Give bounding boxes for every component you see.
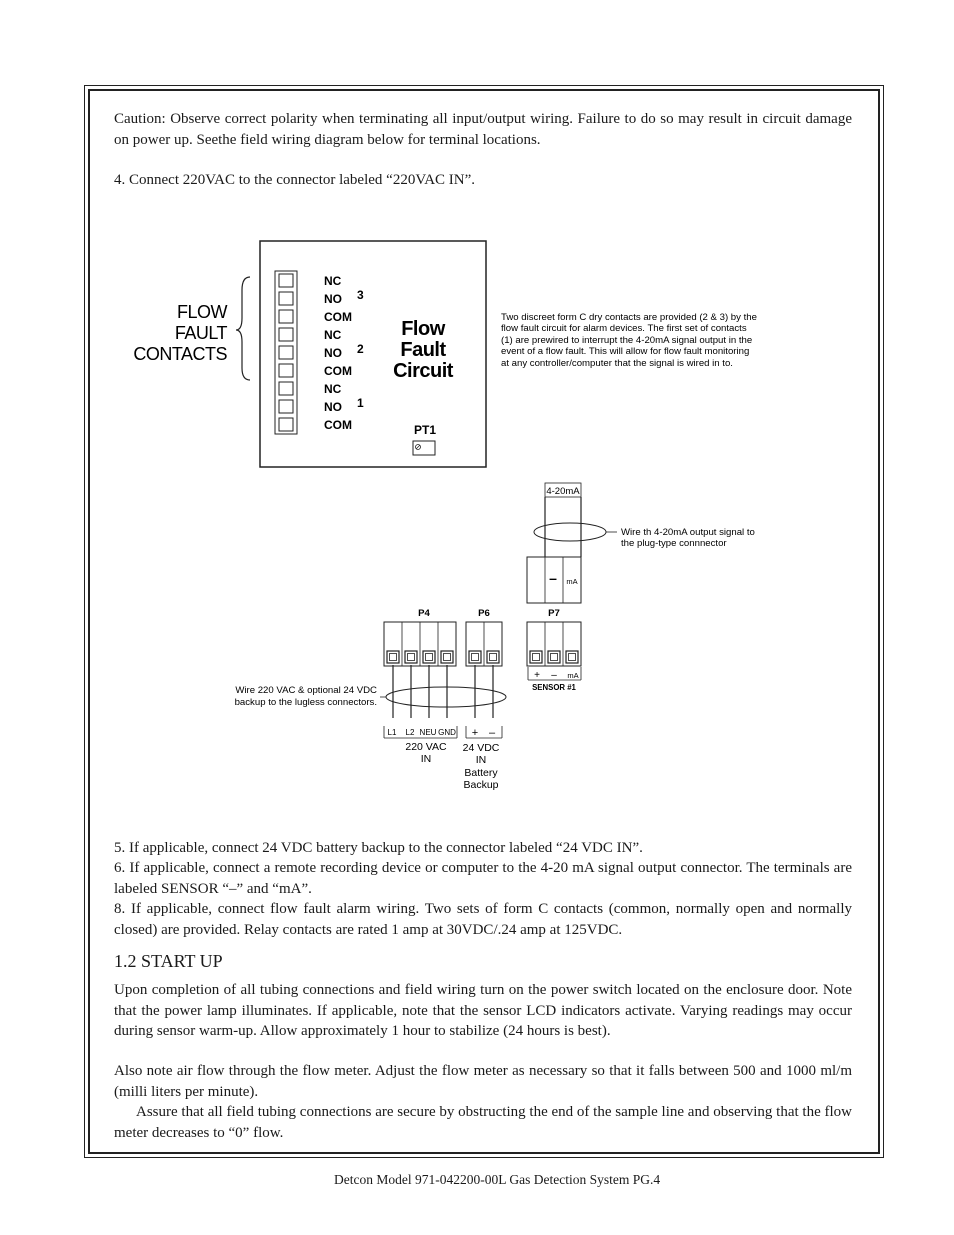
terminal-l1: L1	[387, 728, 397, 737]
terminal-box	[279, 328, 293, 341]
p7-ma-label: mA	[567, 671, 579, 680]
p7-connector	[527, 622, 581, 666]
p6-label: P6	[478, 608, 490, 619]
screw-terminal	[387, 651, 399, 663]
terminal-label: COM	[324, 364, 352, 378]
startup-paragraph-2: Also note air flow through the flow meter. Adjust the flow meter as necessary so that it falls between 500 and 1000 ml/m (milli liters per minute).	[114, 1063, 852, 1100]
terminal-box	[279, 364, 293, 377]
screw-terminal	[469, 651, 481, 663]
plug-ma-label: mA	[566, 577, 578, 586]
vdc-label-line3: Battery	[464, 767, 498, 779]
ma-tag-label: 4-20mA	[546, 486, 580, 497]
vac-label-line2: IN	[420, 753, 432, 765]
p6-connector	[466, 622, 502, 666]
screw-terminal	[530, 651, 542, 663]
p4-label: P4	[418, 608, 430, 619]
terminal-box	[279, 292, 293, 305]
ac-wire-bundle	[386, 687, 506, 707]
ma-note-line1: Wire th 4-20mA output signal to	[621, 527, 755, 538]
terminal-label: NO	[324, 292, 342, 306]
flow-label-line3: CONTACTS	[133, 344, 227, 364]
p7-plus-label: +	[534, 670, 540, 681]
screw-terminal	[405, 651, 417, 663]
terminal-gnd: GND	[438, 728, 456, 737]
terminal-box	[279, 346, 293, 359]
dc-minus-label: –	[488, 727, 496, 739]
screw-terminal	[423, 651, 435, 663]
terminal-label: NO	[324, 400, 342, 414]
terminal-label: NC	[324, 274, 342, 288]
sensor-label: SENSOR #1	[532, 683, 576, 692]
terminal-neu: NEU	[419, 728, 437, 737]
ac-note-line1: Wire 220 VAC & optional 24 VDC	[235, 685, 377, 696]
step-4: 4. Connect 220VAC to the connector labeled “220VAC IN”.	[114, 172, 476, 188]
terminal-label: NO	[324, 346, 342, 360]
ac-note-line2: backup to the lugless connectors.	[234, 697, 377, 708]
terminal-box	[279, 400, 293, 413]
svg-text:event of a flow fault. This wi: event of a flow fault. This will allow for flow fault monitoring	[501, 346, 750, 357]
screw-terminal	[441, 651, 453, 663]
flow-fault-board	[260, 241, 486, 467]
terminal-label: COM	[324, 418, 352, 432]
svg-text:Two discreet form C dry contac: Two discreet form C dry contacts are provided (2 & 3) by the	[501, 312, 757, 323]
page-footer: Detcon Model 971-042200-00L Gas Detection System PG.4	[334, 1172, 661, 1187]
screw-terminal	[548, 651, 560, 663]
dc-plus-label: +	[471, 727, 479, 739]
p7-minus-label: –	[551, 670, 557, 681]
step-5: 5. If applicable, connect 24 VDC battery backup to the connector labeled “24 VDC IN”.	[114, 840, 643, 856]
flow-label-line1: FLOW	[177, 302, 227, 322]
ma-note-line2: the plug-type connnector	[621, 538, 727, 549]
terminal-label: COM	[324, 310, 352, 324]
terminal-label: NC	[324, 328, 342, 342]
step-8: 8. If applicable, connect flow fault alarm wiring. Two sets of form C contacts (common, normally open and normally closed) are provided. Relay contacts are rated 1 amp at 30VDC/.24 amp at 125VDC.	[114, 901, 852, 938]
startup-paragraph-3: Assure that all field tubing connections are secure by obstructing the end of the sample line and observing that the flow meter decreases to “0” flow.	[114, 1104, 852, 1141]
vdc-label-line4: Backup	[463, 779, 499, 791]
flow-label-line2: FAULT	[174, 323, 227, 343]
svg-text:flow fault circuit for alarm d: flow fault circuit for alarm devices. The first set of contacts	[501, 323, 747, 334]
terminal-strip	[275, 271, 352, 434]
circuit-title-line1: Flow	[401, 318, 445, 340]
terminal-box	[279, 274, 293, 287]
section-heading: 1.2 START UP	[114, 951, 223, 971]
vdc-label-line2: IN	[475, 754, 487, 766]
screw-terminal	[566, 651, 578, 663]
pt1-label: PT1	[414, 423, 437, 437]
contacts-note	[501, 312, 757, 369]
plug-minus-label: –	[549, 570, 557, 586]
bracket-brace	[236, 277, 250, 380]
vdc-label-line1: 24 VDC	[462, 742, 500, 754]
svg-text:(1) are prewired to interrupt: (1) are prewired to interrupt the 4-20mA signal output in the	[501, 335, 753, 346]
screw-terminal	[487, 651, 499, 663]
p7-label: P7	[548, 608, 560, 619]
pt1-potentiometer	[413, 441, 435, 455]
terminal-label: NC	[324, 382, 342, 396]
startup-paragraph-1: Upon completion of all tubing connections and field wiring turn on the power switch located on the enclosure door. Note that the power lamp illuminates. If applicable, note that the sensor LCD indicators activate. Varying readings may occur during sensor warm-up. Allow approximately 1 hour to stabilize (24 hours is best).	[114, 982, 852, 1039]
circuit-title-line2: Fault	[400, 339, 446, 361]
relay-number-3: 3	[357, 288, 364, 302]
terminal-box	[279, 310, 293, 323]
terminal-l2: L2	[405, 728, 415, 737]
caution-paragraph: Caution: Observe correct polarity when terminating all input/output wiring. Failure to do so may result in circuit damage on power up. Seethe field wiring diagram below for terminal locations.	[114, 111, 852, 148]
step-6: 6. If applicable, connect a remote recording device or computer to the 4-20 mA signal output connector. The terminals are labeled SENSOR “–” and “mA”.	[114, 860, 852, 897]
terminal-box	[279, 382, 293, 395]
flow-fault-contacts-label	[133, 277, 250, 380]
relay-number-2: 2	[357, 342, 364, 356]
svg-text:at any controller/computer tha: at any controller/computer that the signal is wired in to.	[501, 358, 733, 369]
vac-label-line1: 220 VAC	[405, 741, 447, 753]
p4-connector	[384, 622, 456, 666]
terminal-box	[279, 418, 293, 431]
relay-number-1: 1	[357, 396, 364, 410]
circuit-title-line3: Circuit	[393, 360, 453, 382]
